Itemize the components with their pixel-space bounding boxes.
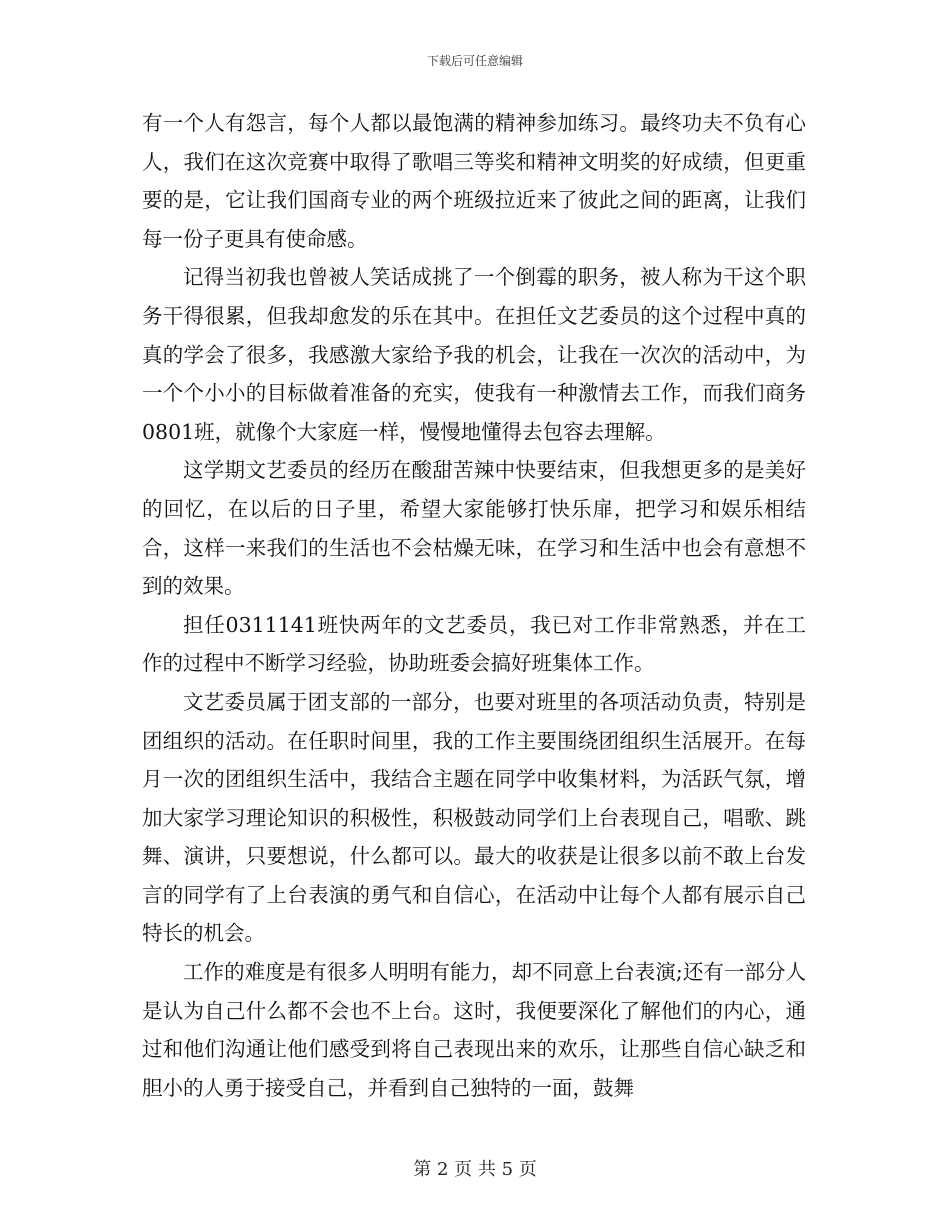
paragraph-2: 记得当初我也曾被人笑话成挑了一个倒霉的职务，被人称为干这个职务干得很累，但我却愈发的乐在其中。在担任文艺委员的这个过程中真的真的学会了很多，我感激大家给予我的机会，让我在一次次的活动中，为一个个小小的目标做着准备的充实，使我有一种激情去工作，而我们商务0801班，就像个大家庭一样，慢慢地懂得去包容去理解。 <box>142 265 806 444</box>
document-body <box>142 104 806 1107</box>
paragraph-5: 文艺委员属于团支部的一部分，也要对班里的各项活动负责，特别是团组织的活动。在任职时间里，我的工作主要围绕团组织生活展开。在每月一次的团组织生活中，我结合主题在同学中收集材料，为活跃气氛，增加大家学习理论知识的积极性，积极鼓动同学们上台表现自己，唱歌、跳舞、演讲，只要想说，什么都可以。最大的收获是让很多以前不敢上台发言的同学有了上台表演的勇气和自信心，在活动中让每个人都有展示自己特长的机会。 <box>142 689 806 946</box>
paragraph-6: 工作的难度是有很多人明明有能力，却不同意上台表演;还有一部分人是认为自己什么都不会也不上台。这时，我便要深化了解他们的内心，通过和他们沟通让他们感受到将自己表现出来的欢乐，让那些自信心缺乏和胆小的人勇于接受自己，并看到自己独特的一面，鼓舞 <box>142 960 806 1100</box>
paragraph-1: 有一个人有怨言，每个人都以最饱满的精神参加练习。最终功夫不负有心人，我们在这次竞赛中取得了歌唱三等奖和精神文明奖的好成绩，但更重要的是，它让我们国商专业的两个班级拉近来了彼此之间的距离，让我们每一份子更具有使命感。 <box>142 111 806 251</box>
page-number-footer: 第 2 页 共 5 页 <box>413 1159 537 1180</box>
paragraph-4: 担任0311141班快两年的文艺委员，我已对工作非常熟悉，并在工作的过程中不断学习经验，协助班委会搞好班集体工作。 <box>142 612 806 676</box>
paragraph-3: 这学期文艺委员的经历在酸甜苦辣中快要结束，但我想更多的是美好的回忆，在以后的日子里，希望大家能够打快乐扉，把学习和娱乐相结合，这样一来我们的生活也不会枯燥无味，在学习和生活中也会有意想不到的效果。 <box>142 458 806 599</box>
page-header: 下载后可任意编辑 <box>426 54 523 68</box>
